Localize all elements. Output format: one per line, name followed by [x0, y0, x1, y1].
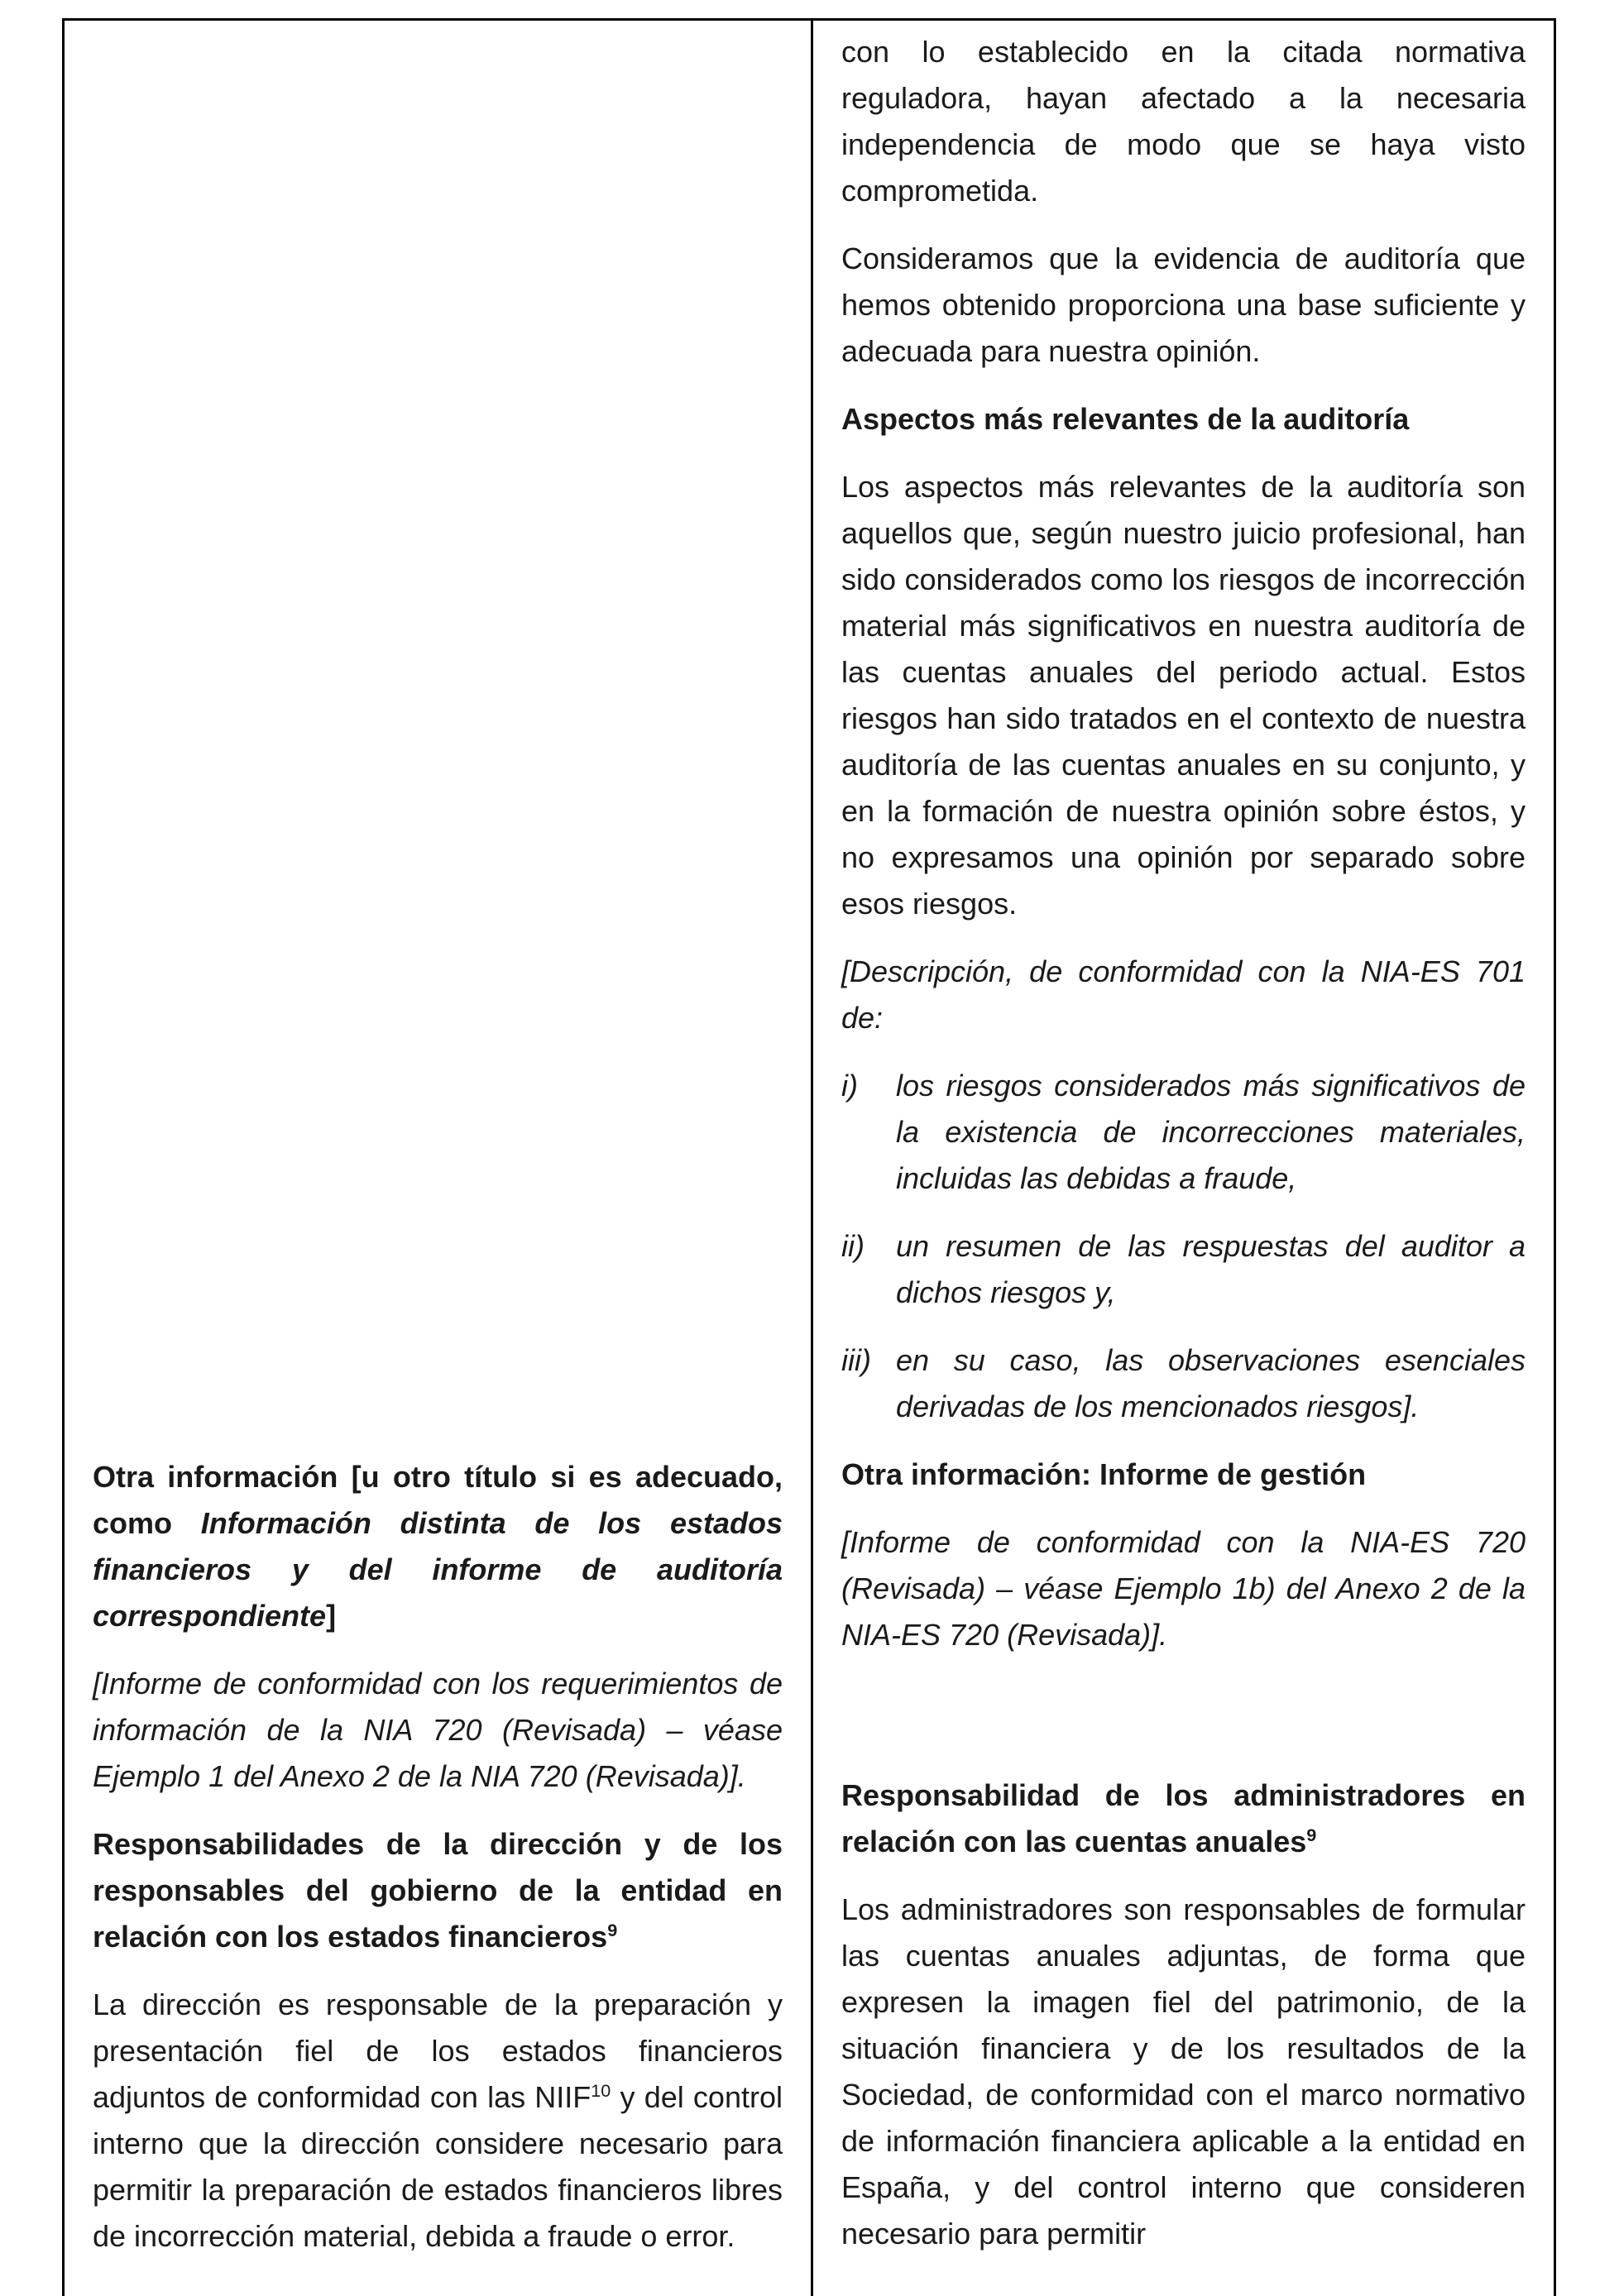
text-run: Responsabilidad de los administradores en relación con las cuentas anuales	[841, 1778, 1526, 1858]
right-column	[813, 21, 1554, 2296]
body-paragraph	[93, 1661, 783, 1800]
body-paragraph	[841, 29, 1526, 214]
body-paragraph	[841, 1519, 1526, 1658]
body-paragraph	[841, 949, 1526, 1041]
body-paragraph	[841, 464, 1526, 927]
section-heading	[841, 1772, 1526, 1865]
text-run: Los aspectos más relevantes de la auditoría son aquellos que, según nuestro juicio profesional, han sido considerados como los riesgos de incorrección material más significativos en nuestra auditoría de las cuentas anuales del periodo actual. Estos riesgos han sido tratados en el contexto de nuestra auditoría de las cuentas anuales en su conjunto, y en la formación de nuestra opinión sobre éstos, y no expresamos una opinión por separado sobre esos riesgos.	[841, 470, 1526, 921]
list-marker: iii)	[841, 1343, 871, 1377]
list-item	[841, 1223, 1526, 1316]
text-run: [Informe de conformidad con los requerimientos de información de la NIA 720 (Revisada) – véase Ejemplo 1 del Anexo 2 de la NIA 720 (Revisada)].	[93, 1667, 783, 1793]
text-run: Otra información: Informe de gestión	[841, 1457, 1367, 1491]
text-run: [Descripción, de conformidad con la NIA-ES 701 de:	[841, 954, 1526, 1035]
text-run: Consideramos que la evidencia de auditoría que hemos obtenido proporciona una base suficiente y adecuada para nuestra opinión.	[841, 242, 1526, 368]
list-item-text	[896, 1063, 1526, 1202]
text-run: un resumen de las respuestas del auditor a dichos riesgos y,	[896, 1229, 1526, 1309]
text-run: en su caso, las observaciones esenciales derivadas de los mencionados riesgos].	[896, 1343, 1526, 1423]
list-marker: ii)	[841, 1229, 865, 1263]
text-run: y del control interno que la dirección considere necesario para permitir la preparación de estados financieros libres de incorrección material, debida a fraude o error.	[93, 2080, 783, 2253]
left-column	[65, 21, 813, 2296]
text-run: Los administradores son responsables de formular las cuentas anuales adjuntas, de forma que expresen la imagen fiel del patrimonio, de la situación financiera y de los resultados de la Sociedad, de conformidad con el marco normativo de información financiera aplicable a la entidad en España, y del control interno que consideren necesario para permitir	[841, 1892, 1526, 2251]
text-run: Otra información [u otro título si es adecuado, como	[93, 1460, 783, 1540]
list-item-text	[896, 1223, 1526, 1316]
text-run: los riesgos considerados más significativos de la existencia de incorrecciones materiales, incluidas las debidas a fraude,	[896, 1069, 1526, 1195]
text-run: La dirección es responsable de la preparación y presentación fiel de los estados financieros adjuntos de conformidad con las NIIF	[93, 1987, 783, 2114]
section-heading	[841, 1452, 1526, 1498]
section-heading	[93, 1454, 783, 1639]
list-item	[841, 1063, 1526, 1202]
text-run: con lo establecido en la citada normativa reguladora, hayan afectado a la necesaria independencia de modo que se haya visto comprometida.	[841, 35, 1526, 208]
two-column-table	[62, 18, 1556, 2296]
text-run: Información distinta de los estados financieros y del informe de auditoría correspondiente	[93, 1506, 783, 1633]
superscript-reference: 9	[1306, 1825, 1317, 1845]
body-paragraph	[841, 1887, 1526, 2257]
text-run: ]	[326, 1599, 337, 1633]
text-run: Aspectos más relevantes de la auditoría	[841, 402, 1410, 436]
section-heading	[93, 1821, 783, 1960]
list-item	[841, 1337, 1526, 1430]
list-item-text	[896, 1337, 1526, 1430]
body-paragraph	[841, 236, 1526, 375]
superscript-reference: 9	[607, 1920, 618, 1940]
text-run: Responsabilidades de la dirección y de los responsables del gobierno de la entidad en relación con los estados financieros	[93, 1827, 783, 1954]
list-marker: i)	[841, 1069, 858, 1103]
section-heading	[841, 396, 1526, 442]
text-run: [Informe de conformidad con la NIA-ES 720 (Revisada) – véase Ejemplo 1b) del Anexo 2 de la NIA-ES 720 (Revisada)].	[841, 1525, 1526, 1652]
superscript-reference: 10	[591, 2080, 611, 2101]
body-paragraph	[93, 1982, 783, 2260]
